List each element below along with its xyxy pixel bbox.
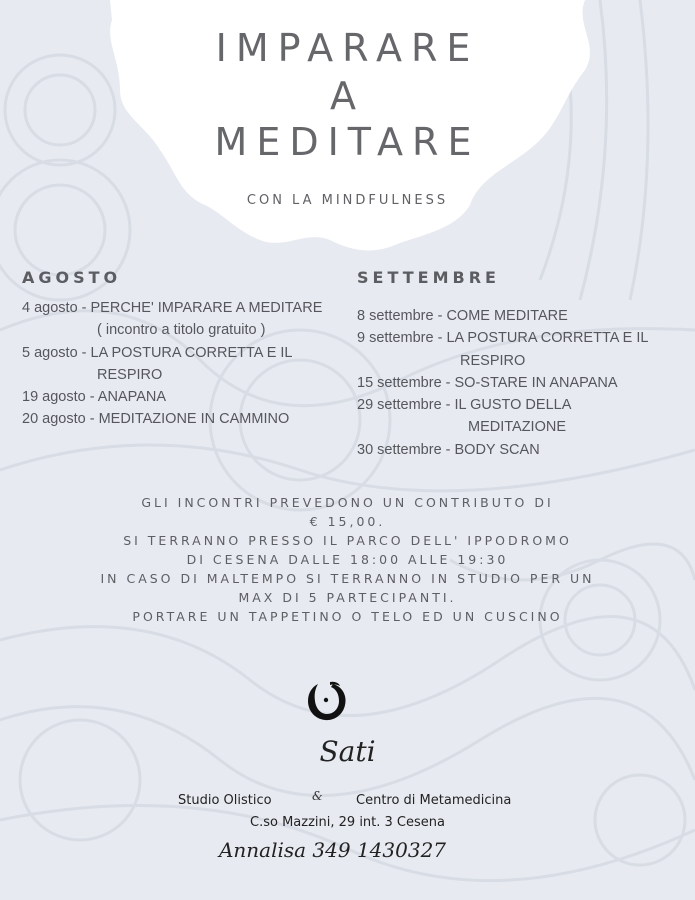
title-line-2: A: [330, 74, 365, 118]
item-date: 5 agosto -: [22, 344, 91, 361]
info-line: € 15,00.: [309, 514, 386, 529]
schedule-item: [22, 297, 322, 342]
item-date: 20 agosto -: [22, 411, 99, 428]
item-date: 19 agosto -: [22, 389, 98, 406]
item-title: PERCHE' IMPARARE A MEDITARE: [90, 300, 323, 316]
item-title: BODY SCAN: [454, 441, 540, 458]
brand-name: Sati: [319, 735, 376, 768]
schedule-item: [357, 394, 648, 439]
schedule-list-settembre: [357, 305, 648, 461]
info-block: [0, 493, 695, 626]
info-line: PORTARE UN TAPPETINO O TELO ED UN CUSCINO: [132, 609, 563, 624]
item-title: SO-STARE IN ANAPANA: [454, 374, 618, 391]
schedule-list-agosto: [22, 297, 322, 431]
item-title: ANAPANA: [97, 389, 167, 406]
item-date: 4 agosto -: [22, 300, 91, 316]
contact-phone: Annalisa 349 1430327: [218, 838, 447, 862]
item-date: 15 settembre -: [357, 374, 455, 391]
item-title: LA POSTURA CORRETTA E IL: [446, 330, 649, 347]
title-line-1: IMPARARE: [215, 26, 480, 70]
schedule-item: [22, 342, 322, 387]
address: C.so Mazzini, 29 int. 3 Cesena: [250, 815, 445, 830]
info-line: SI TERRANNO PRESSO IL PARCO DELL' IPPODROMO: [123, 533, 572, 548]
item-title: MEDITAZIONE IN CAMMINO: [98, 411, 290, 428]
schedule-item: [357, 372, 648, 394]
enso-circle-icon: [303, 678, 349, 724]
schedule-item: [22, 386, 322, 408]
schedule-item: [22, 408, 322, 430]
month-heading-settembre: SETTEMBRE: [357, 268, 500, 287]
item-note: RESPIRO: [97, 366, 163, 383]
schedule-item: [357, 305, 648, 327]
schedule-item: [357, 439, 648, 461]
item-title: LA POSTURA CORRETTA E IL: [90, 344, 293, 361]
item-note: ( incontro a titolo gratuito ): [97, 322, 266, 339]
item-date: 30 settembre -: [357, 441, 455, 458]
item-title: COME MEDITARE: [446, 308, 568, 324]
item-date: 29 settembre -: [357, 397, 455, 414]
title-line-3: MEDITARE: [214, 120, 481, 164]
studio-name: Studio Olistico: [178, 793, 272, 808]
subtitle: CON LA MINDFULNESS: [246, 193, 449, 208]
schedule-item: [357, 327, 648, 372]
month-heading-agosto: AGOSTO: [22, 268, 122, 287]
item-note: MEDITAZIONE: [468, 419, 567, 436]
ampersand: &: [312, 789, 323, 803]
info-line: IN CASO DI MALTEMPO SI TERRANNO IN STUDIO PER UN: [100, 571, 595, 586]
info-line: DI CESENA DALLE 18:00 ALLE 19:30: [186, 552, 509, 567]
item-date: 9 settembre -: [357, 330, 447, 347]
item-date: 8 settembre -: [357, 308, 447, 324]
item-note: RESPIRO: [460, 352, 526, 369]
info-line: MAX DI 5 PARTECIPANTI.: [238, 590, 457, 605]
info-line: GLI INCONTRI PREVEDONO UN CONTRIBUTO DI: [141, 495, 554, 510]
center-name: Centro di Metamedicina: [356, 793, 512, 808]
item-title: IL GUSTO DELLA: [454, 397, 572, 414]
